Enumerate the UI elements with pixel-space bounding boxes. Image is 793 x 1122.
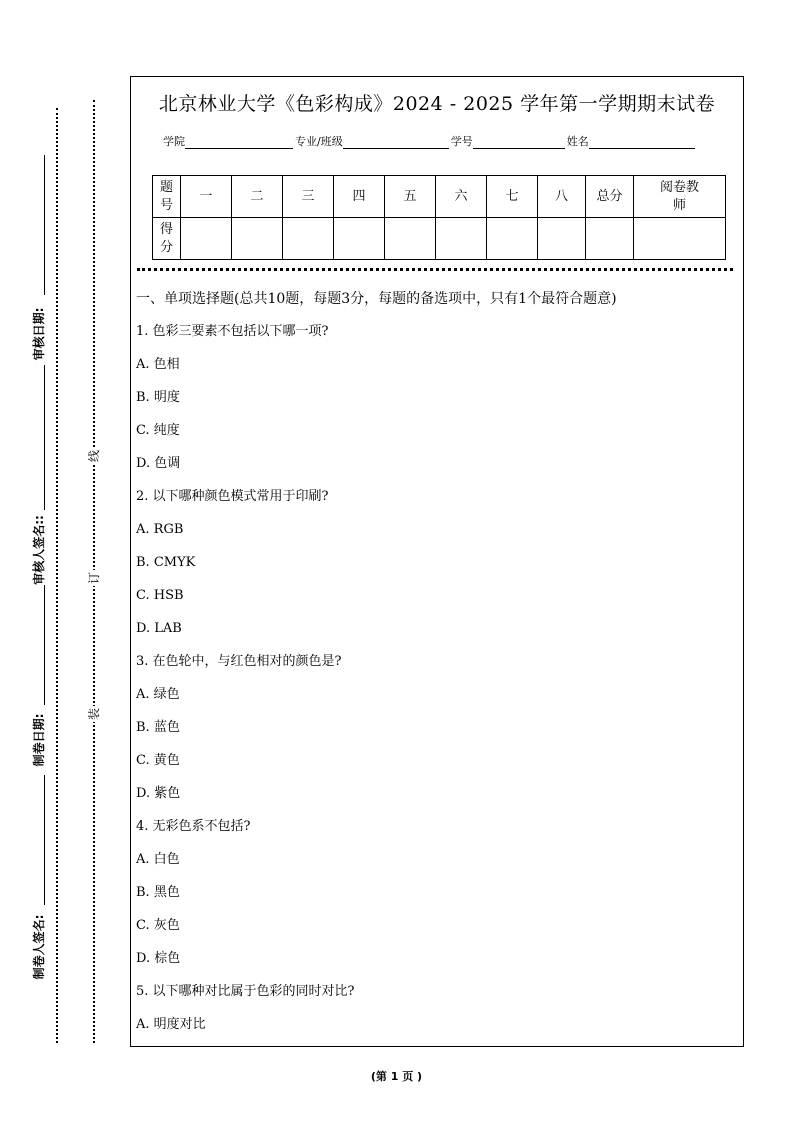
question-2: 2. 以下哪种颜色模式常用于印刷?	[136, 489, 329, 504]
option[interactable]: D. 棕色	[136, 951, 181, 966]
left-dotted-line	[56, 108, 58, 1043]
col-header-3: 三	[283, 176, 334, 218]
option[interactable]: B. 黑色	[136, 885, 180, 900]
question-5: 5. 以下哪种对比属于色彩的同时对比?	[136, 984, 355, 999]
option[interactable]: C. 灰色	[136, 918, 180, 933]
field-college-label: 学院	[163, 135, 185, 148]
col-header-4: 四	[334, 176, 385, 218]
field-name-label: 姓名	[566, 135, 589, 148]
exam-frame	[130, 76, 744, 1047]
option[interactable]: A. 明度对比	[136, 1017, 206, 1032]
score-cell-total[interactable]	[586, 218, 634, 260]
col-header-grader: 阅卷教师	[634, 176, 726, 218]
score-cell-grader[interactable]	[634, 218, 726, 260]
field-major-label: 专业/班级	[295, 135, 343, 148]
score-cell[interactable]	[538, 218, 586, 260]
col-header-8: 八	[538, 176, 586, 218]
question-1: 1. 色彩三要素不包括以下哪一项?	[136, 324, 329, 339]
binding-mark-staple: 订	[87, 572, 101, 585]
option[interactable]: B. CMYK	[136, 555, 196, 570]
row-header-question: 题号	[153, 176, 181, 218]
signature-line-4	[44, 775, 45, 905]
option[interactable]: C. HSB	[136, 588, 184, 603]
col-header-2: 二	[232, 176, 283, 218]
field-id-blank[interactable]	[473, 136, 565, 149]
option[interactable]: A. 绿色	[136, 687, 180, 702]
page-number: (第 1 页 )	[370, 1070, 423, 1083]
score-cell[interactable]	[385, 218, 436, 260]
col-header-total: 总分	[586, 176, 634, 218]
score-table	[152, 175, 726, 260]
option[interactable]: B. 明度	[136, 390, 180, 405]
score-table-score-row	[153, 218, 726, 260]
signature-line-1	[44, 155, 45, 295]
option[interactable]: D. 紫色	[136, 786, 181, 801]
review-date-label: 审核日期:	[32, 307, 46, 361]
score-cell[interactable]	[436, 218, 487, 260]
question-4: 4. 无彩色系不包括?	[136, 819, 251, 834]
score-cell[interactable]	[232, 218, 283, 260]
student-info-row	[163, 133, 697, 149]
questions-content	[136, 289, 736, 1048]
binding-mark-line: 线	[87, 450, 101, 463]
reviewer-signature-label: 审核人签名::	[32, 515, 46, 585]
option[interactable]: C. 纯度	[136, 423, 180, 438]
col-header-7: 七	[487, 176, 538, 218]
option[interactable]: C. 黄色	[136, 753, 180, 768]
option[interactable]: A. 白色	[136, 852, 180, 867]
option[interactable]: D. LAB	[136, 621, 182, 636]
field-college-blank[interactable]	[185, 136, 293, 149]
signature-line-3	[44, 585, 45, 705]
compiler-signature-label: 制卷人签名:	[32, 914, 46, 980]
signature-line-2	[44, 365, 45, 510]
option[interactable]: A. RGB	[136, 522, 184, 537]
option[interactable]: B. 蓝色	[136, 720, 180, 735]
section-heading: 一、单项选择题(总共10题，每题3分，每题的备选项中，只有1个最符合题意)	[136, 291, 617, 307]
compile-date-label: 制卷日期:	[32, 713, 46, 767]
score-table-header-row	[153, 176, 726, 218]
field-major-blank[interactable]	[343, 136, 449, 149]
score-cell[interactable]	[181, 218, 232, 260]
option[interactable]: A. 色相	[136, 357, 180, 372]
question-3: 3. 在色轮中，与红色相对的颜色是?	[136, 654, 342, 669]
binding-mark-bind: 装	[87, 708, 101, 721]
exam-title: 北京林业大学《色彩构成》2024 - 2025 学年第一学期期末试卷	[158, 93, 716, 115]
col-header-5: 五	[385, 176, 436, 218]
row-header-score: 得分	[153, 218, 181, 260]
col-header-6: 六	[436, 176, 487, 218]
field-name-blank[interactable]	[589, 136, 695, 149]
score-cell[interactable]	[487, 218, 538, 260]
col-header-1: 一	[181, 176, 232, 218]
field-id-label: 学号	[450, 135, 473, 148]
score-cell[interactable]	[334, 218, 385, 260]
section-separator	[137, 268, 733, 271]
score-cell[interactable]	[283, 218, 334, 260]
option[interactable]: D. 色调	[136, 456, 181, 471]
